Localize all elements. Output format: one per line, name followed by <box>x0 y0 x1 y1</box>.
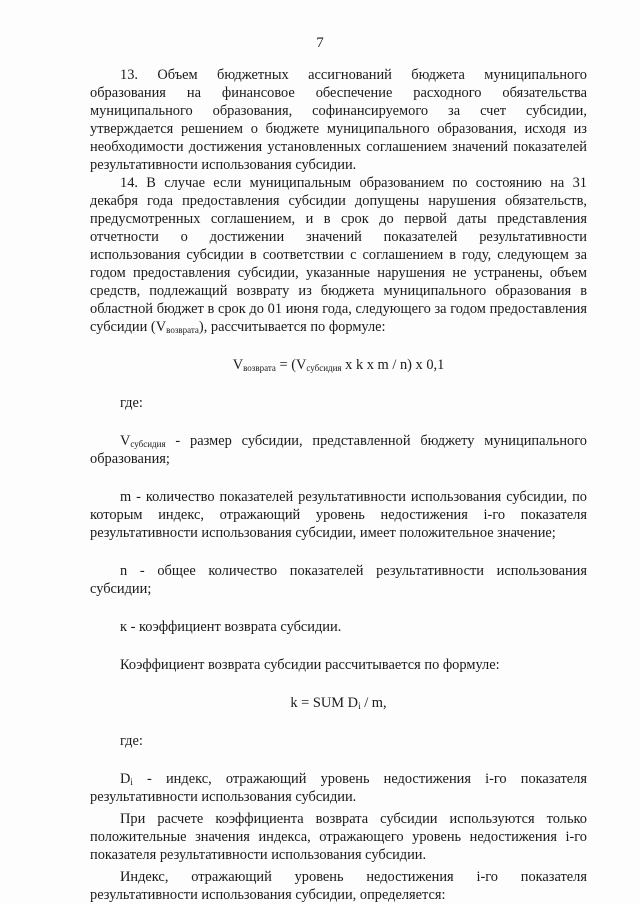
def-d-subscript: i <box>130 777 133 787</box>
formula2-sub: i <box>358 701 361 711</box>
paragraph-calculation: При расчете коэффициента возврата субсидии используются только положительные значения индекса, отражающего уровень недостижения i-го показателя результативности использования субсидии. <box>90 811 587 863</box>
definition-d <box>90 770 587 806</box>
formula1-rest: x k x m / n) x 0,1 <box>341 357 445 373</box>
definition-n: n - общее количество показателей результативности использования субсидии; <box>90 563 587 597</box>
where-label-2: где: <box>120 733 143 749</box>
def-v-subscript: субсидия <box>130 439 166 449</box>
def-v-symbol: V <box>120 433 131 449</box>
formula2-left: k = SUM D <box>290 695 359 711</box>
def-d-symbol: D <box>120 771 131 787</box>
definition-m: m - количество показателей результативности использования субсидии, по которым индекс, отражающий уровень недостижения i-го показателя результативности использования субсидии, имеет положительное значение; <box>90 489 587 541</box>
paragraph-14-tail: ), рассчитывается по формуле: <box>198 319 386 335</box>
paragraph-14-subscript: возврата <box>166 325 199 335</box>
definition-k: к - коэффициент возврата субсидии. <box>120 619 342 635</box>
formula1-mid: = (V <box>275 357 307 373</box>
formula1-sub-subsidy: субсидия <box>306 363 342 373</box>
document-body <box>90 66 587 904</box>
paragraph-14 <box>90 174 587 336</box>
def-v-text: - размер субсидии, представленной бюджету муниципального образования; <box>90 433 587 467</box>
coefficient-intro: Коэффициент возврата субсидии рассчитывается по формуле: <box>120 657 500 673</box>
formula-coefficient <box>90 694 587 712</box>
definition-v-subsidy <box>90 432 587 468</box>
paragraph-13: 13. Объем бюджетных ассигнований бюджета муниципального образования на финансовое обеспечение расходного обязательства муниципального образования, софинансируемого за счет субсидии, утверждается решением о бюджете муниципального образования, исходя из необходимости достижения установленных соглашением значений показателей результативности использования субсидии. <box>90 67 587 173</box>
paragraph-14-text: 14. В случае если муниципальным образованием по состоянию на 31 декабря года предоставления субсидии допущены нарушения обязательств, предусмотренных соглашением, и в срок до первой даты представления отчетности о достижении значений показателей результативности использования субсидии в соответствии с соглашением в году, следующем за годом предоставления субсидии, указанные нарушения не устранены, объем средств, подлежащий возврату из бюджета муниципального образования в областной бюджет в срок до 01 июня года, следующего за годом предоставления субсидии (V <box>90 175 587 335</box>
paragraph-index: Индекс, отражающий уровень недостижения i-го показателя результативности использования субсидии, определяется: <box>90 869 587 903</box>
where-label-1: где: <box>120 395 143 411</box>
formula1-v: V <box>232 357 244 373</box>
formula-return-volume <box>90 356 587 374</box>
formula2-right: / m, <box>360 695 387 711</box>
formula1-sub-return: возврата <box>243 363 276 373</box>
def-d-text: - индекс, отражающий уровень недостижения i-го показателя результативности использования субсидии. <box>90 771 587 805</box>
page-number: 7 <box>316 35 324 51</box>
